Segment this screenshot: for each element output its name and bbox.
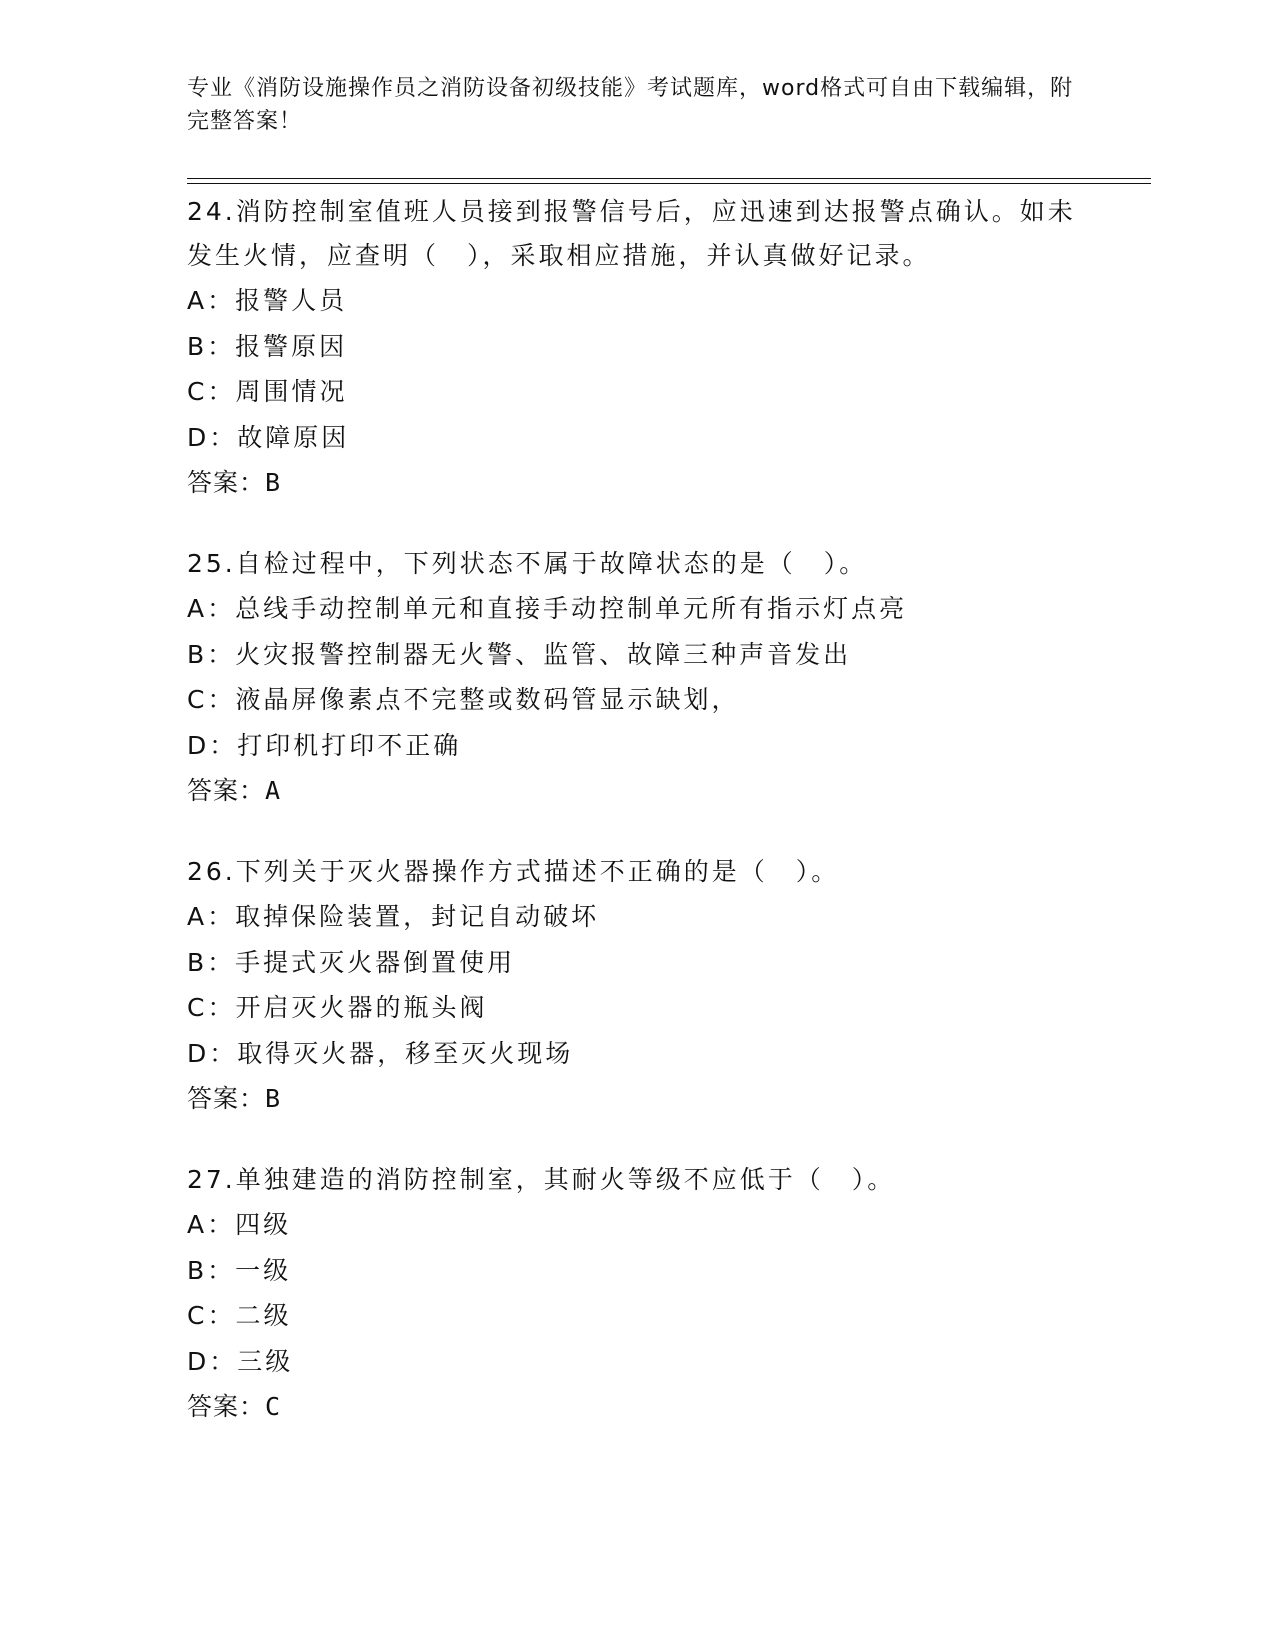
document-header: 专业《消防设施操作员之消防设备初级技能》考试题库，word格式可自由下载编辑，附完整答案！ (187, 76, 1074, 134)
header-rule-bottom (187, 183, 1151, 184)
question-stem: 26.下列关于灭火器操作方式描述不正确的是（ ）。 (187, 857, 840, 886)
option-d: D：打印机打印不正确 (187, 730, 462, 760)
option-a: A：报警人员 (187, 286, 348, 315)
option-b: B：火灾报警控制器无火警、监管、故障三种声音发出 (187, 639, 852, 669)
option-c: C：液晶屏像素点不完整或数码管显示缺划， (187, 685, 740, 714)
option-a: A：四级 (187, 1210, 292, 1239)
header-rule-top (187, 178, 1151, 179)
option-d: D：取得灭火器，移至灭火现场 (187, 1038, 574, 1068)
answer-line (187, 768, 1147, 814)
option-d: D：故障原因 (187, 422, 350, 452)
question-list (187, 190, 1147, 1466)
question-25 (187, 542, 1147, 814)
answer-label: 答案： (187, 468, 266, 497)
answer-line (187, 1076, 1147, 1122)
question-stem: 25.自检过程中，下列状态不属于故障状态的是（ ）。 (187, 549, 868, 578)
question-26 (187, 850, 1147, 1122)
answer-value: B (265, 468, 282, 497)
answer-value: A (265, 776, 282, 805)
answer-line (187, 1384, 1147, 1430)
option-b: B：报警原因 (187, 331, 348, 361)
answer-value: C (265, 1392, 282, 1421)
option-c: C：周围情况 (187, 377, 348, 406)
option-b: B：手提式灭火器倒置使用 (187, 947, 516, 977)
question-24 (187, 190, 1147, 506)
question-stem: 24.消防控制室值班人员接到报警信号后，应迅速到达报警点确认。如未发生火情，应查明（ ），采取相应措施，并认真做好记录。 (187, 197, 1076, 270)
option-a: A：取掉保险装置，封记自动破坏 (187, 902, 600, 931)
answer-label: 答案： (187, 1084, 266, 1113)
option-c: C：开启灭火器的瓶头阀 (187, 993, 488, 1022)
option-d: D：三级 (187, 1346, 294, 1376)
option-c: C：二级 (187, 1301, 292, 1330)
option-a: A：总线手动控制单元和直接手动控制单元所有指示灯点亮 (187, 594, 908, 623)
option-b: B：一级 (187, 1255, 292, 1285)
question-27 (187, 1158, 1147, 1430)
answer-value: B (265, 1084, 282, 1113)
answer-label: 答案： (187, 776, 266, 805)
question-stem: 27.单独建造的消防控制室，其耐火等级不应低于（ ）。 (187, 1165, 896, 1194)
answer-line (187, 460, 1147, 506)
answer-label: 答案： (187, 1392, 266, 1421)
